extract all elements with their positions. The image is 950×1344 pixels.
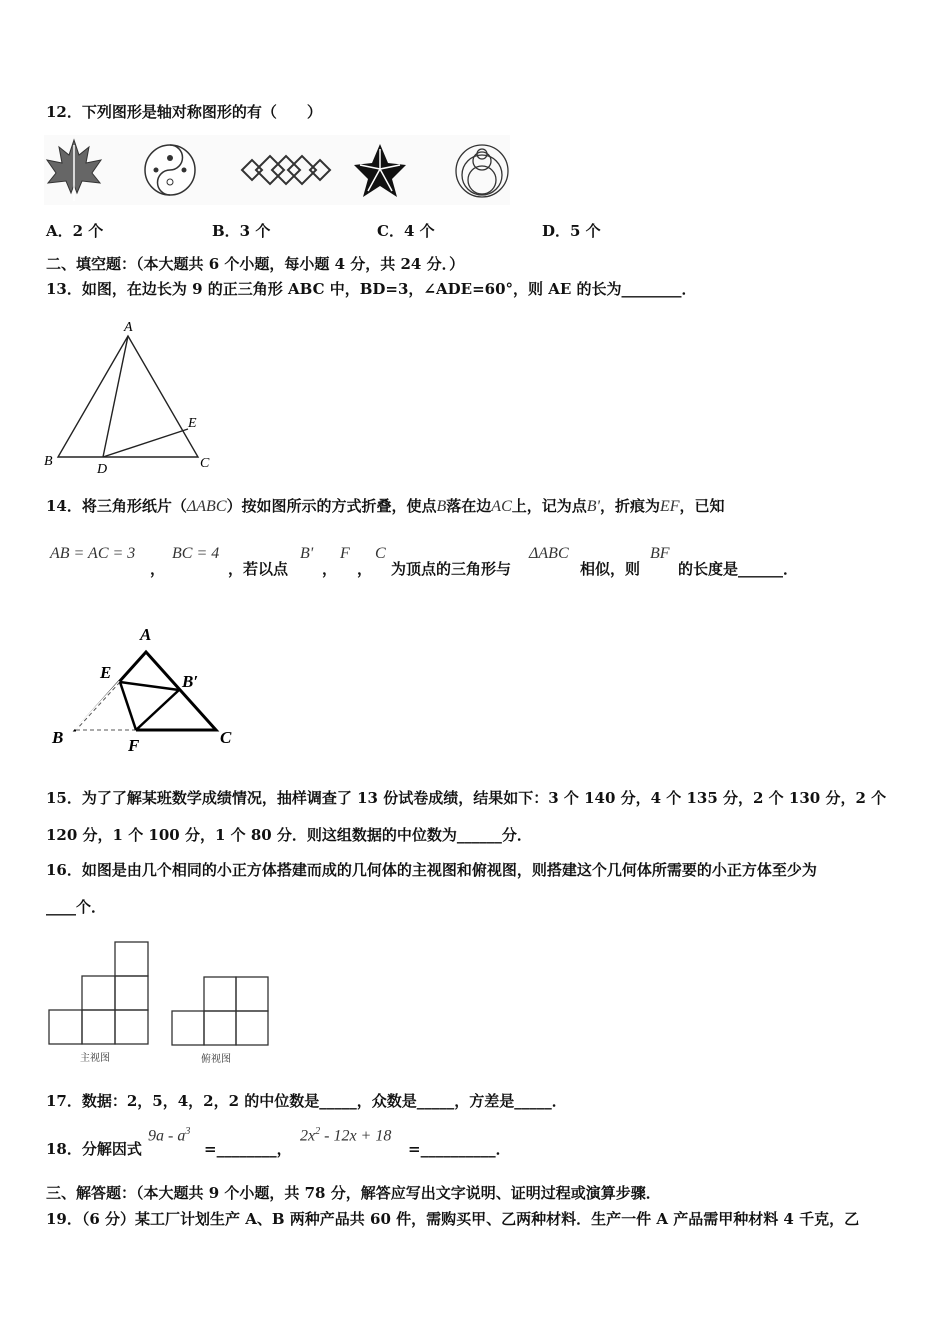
- q14-sep: ，: [322, 560, 338, 578]
- q19-stem: 19．（6 分）某工厂计划生产 A、B 两种产品共 60 件，需购买甲、乙两种材料．生产一件 A 产品需甲种材料 4 千克，乙: [46, 1210, 860, 1228]
- q12-stem: 12．下列图形是轴对称图形的有（ ）: [46, 103, 322, 121]
- q14-math-point-b: B: [436, 498, 447, 515]
- q12-option-a: A．2 个: [46, 222, 104, 240]
- q14-label-b: B: [52, 728, 64, 747]
- q14-math-triangle: ΔABC: [186, 498, 227, 515]
- q13-label-b: B: [44, 454, 53, 469]
- q14-math-bf: BF: [650, 545, 670, 562]
- front-view: [49, 942, 148, 1044]
- q14-text: 落在边: [446, 497, 492, 515]
- q14-label-c: C: [220, 728, 232, 747]
- q12-option-d: D．5 个: [542, 222, 601, 240]
- yin-yang-icon: [145, 145, 195, 195]
- section3-heading: 三、解答题：（本大题共 9 个小题，共 78 分，解答应写出文字说明、证明过程或演算步骤．: [46, 1184, 661, 1202]
- q14-text: 相似，则: [580, 560, 641, 578]
- q14-math-p3: C: [375, 545, 386, 562]
- q13-label-c: C: [200, 456, 210, 471]
- q16-line2: ____个．: [46, 898, 107, 916]
- q14-sep: ，: [357, 560, 373, 578]
- q14-math-ac: AC: [491, 498, 512, 515]
- q18-blank1: =________，: [204, 1140, 292, 1158]
- q12-figure-strip: [44, 135, 510, 205]
- q14-math-p2: F: [340, 545, 350, 562]
- q14-text: ）按如图所示的方式折叠，使点: [226, 497, 437, 515]
- q14-label-a: A: [140, 625, 152, 644]
- q18-prefix: 18．分解因式: [46, 1140, 142, 1158]
- top-view: [172, 977, 268, 1045]
- q14-label-f: F: [128, 736, 140, 755]
- q14-text: ，若以点: [228, 560, 289, 578]
- q14-label-bprime: B′: [182, 672, 199, 691]
- q14-text: 上，记为点: [511, 497, 587, 515]
- q16-views-figure: [46, 938, 276, 1066]
- section2-heading: 二、填空题：（本大题共 6 个小题，每小题 4 分，共 24 分．）: [46, 255, 465, 273]
- q14-line1: [46, 496, 725, 517]
- q13-stem: 13．如图，在边长为 9 的正三角形 ABC 中，BD=3，∠ADE=60°，则 AE 的长为________．: [46, 280, 697, 298]
- q13-triangle-figure: [40, 316, 230, 478]
- q18-expr1-exp: 3: [185, 1126, 191, 1137]
- q14-sep: ，: [150, 560, 166, 578]
- q14-math-p1: B': [300, 545, 314, 562]
- q14-text: ，折痕为: [599, 497, 660, 515]
- top-view-caption: 俯视图: [201, 1054, 231, 1065]
- q13-label-a: A: [124, 320, 133, 335]
- q18-expr2-a: 2x: [300, 1127, 316, 1145]
- q13-label-d: D: [97, 462, 108, 477]
- q14-math-eq2: BC = 4: [172, 545, 220, 562]
- q14-text: 14．将三角形纸片（: [46, 497, 187, 515]
- q14-math-eq1: AB = AC = 3: [50, 545, 136, 562]
- q12-option-c: C．4 个: [377, 222, 435, 240]
- q15-line1: 15．为了了解某班数学成绩情况，抽样调查了 13 份试卷成绩，结果如下：3 个 140 分，4 个 135 分，2 个 130 分，2 个: [46, 789, 887, 807]
- q14-math-triangle2: ΔABC: [529, 545, 569, 562]
- q14-math-bprime: B': [586, 498, 600, 515]
- q16-line1: 16．如图是由几个相同的小正方体搭建而成的几何体的主视图和俯视图，则搭建这个几何体所需要的小正方体至少为: [46, 861, 817, 879]
- q18-blank2: =__________．: [408, 1140, 511, 1158]
- q18-expr2-b: - 12x + 18: [320, 1127, 392, 1145]
- front-view-caption: 主视图: [80, 1053, 110, 1064]
- q14-math-ef: EF: [659, 498, 680, 515]
- q14-text: 的长度是______．: [678, 560, 799, 578]
- q14-text: 为顶点的三角形与: [391, 560, 512, 578]
- q18-expr1-base: 9a - a: [148, 1127, 186, 1145]
- q14-label-e: E: [100, 663, 112, 682]
- q12-option-b: B．3 个: [212, 222, 271, 240]
- q15-line2: 120 分，1 个 100 分，1 个 80 分．则这组数据的中位数为______分．: [46, 826, 532, 844]
- q17-stem: 17．数据：2，5，4，2，2 的中位数是_____，众数是_____，方差是_____．: [46, 1092, 567, 1110]
- q18-expr1: [148, 1126, 190, 1145]
- q13-label-e: E: [188, 416, 197, 431]
- q14-fold-figure: [46, 622, 246, 757]
- q14-text: ，已知: [679, 497, 725, 515]
- q18-expr2: [300, 1126, 391, 1145]
- q18-expr2-exp: 2: [315, 1126, 321, 1137]
